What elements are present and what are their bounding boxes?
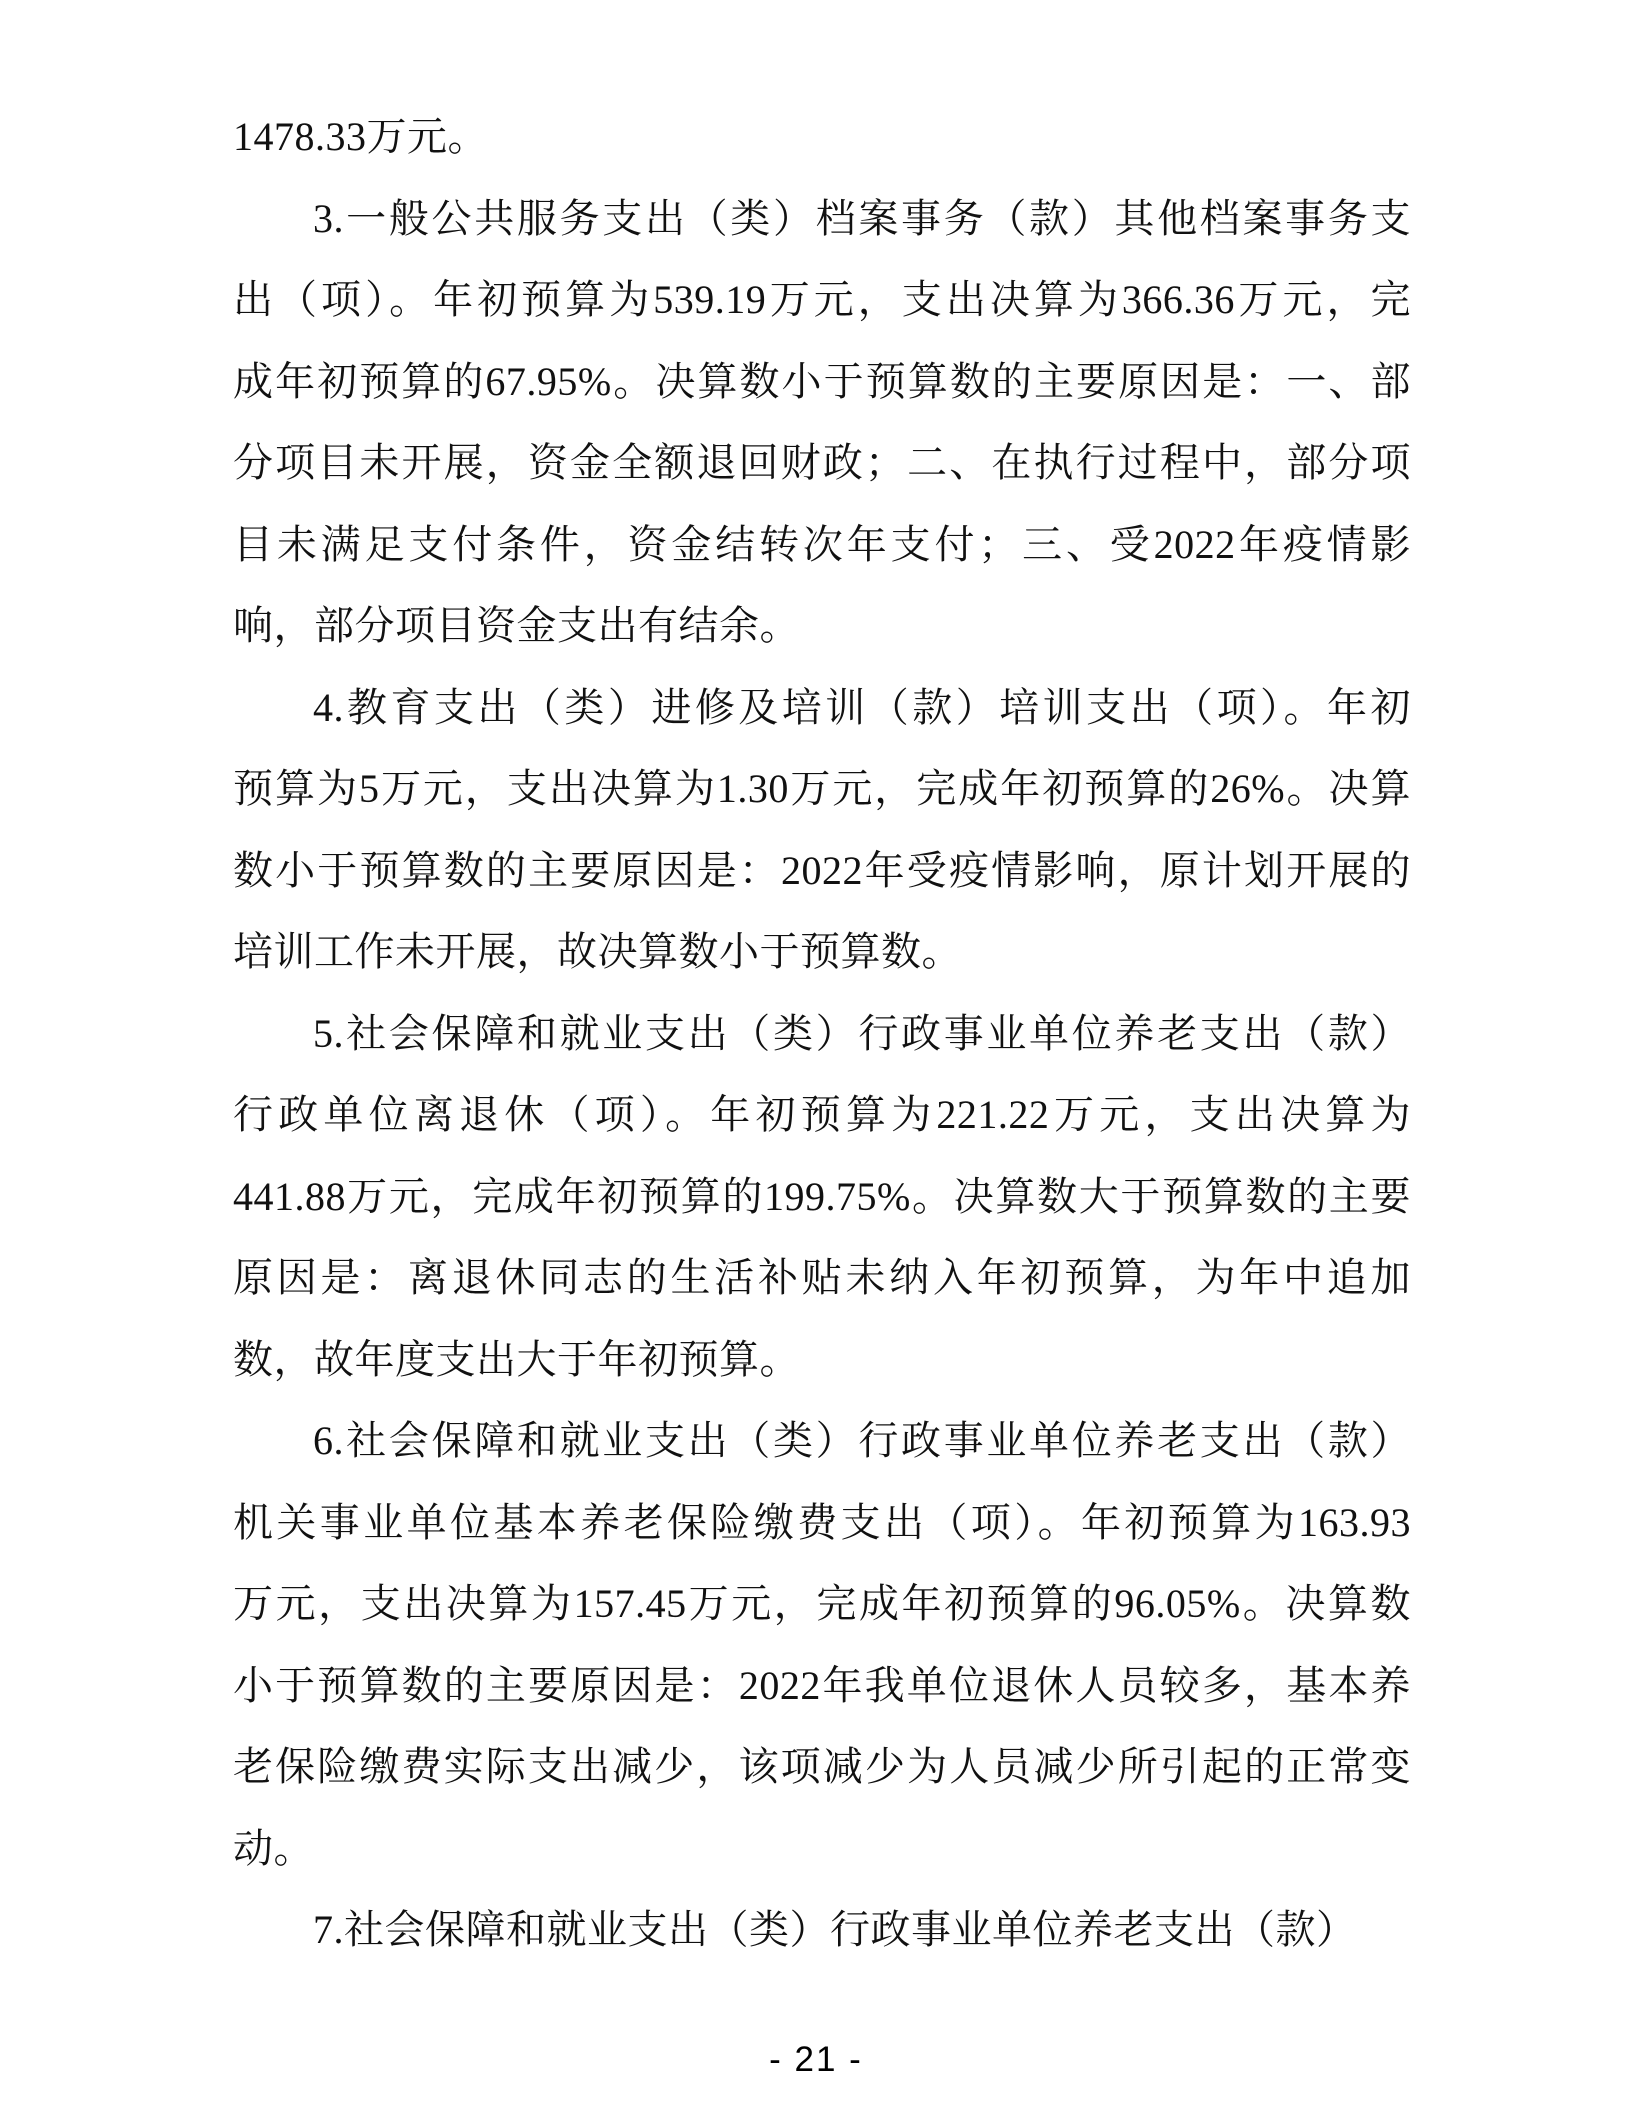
text-line: 成年初预算的67.95%。决算数小于预算数的主要原因是：一、部 <box>233 358 1411 404</box>
text-line: 动。 <box>233 1825 314 1871</box>
text-line: 分项目未开展，资金全额退回财政；二、在执行过程中，部分项 <box>233 440 1411 485</box>
text-line: 目未满足支付条件，资金结转次年支付；三、受2022年疫情影 <box>233 521 1411 567</box>
text-line: 数小于预算数的主要原因是：2022年受疫情影响，原计划开展的 <box>233 847 1411 893</box>
text-line: 老保险缴费实际支出减少，该项减少为人员减少所引起的正常变 <box>233 1744 1411 1789</box>
text-line: 数，故年度支出大于年初预算。 <box>233 1336 800 1382</box>
text-line: 5.社会保障和就业支出（类）行政事业单位养老支出（款） <box>313 1010 1411 1056</box>
text-line: 小于预算数的主要原因是：2022年我单位退休人员较多，基本养 <box>233 1662 1411 1708</box>
text-line: 出（项）。年初预算为539.19万元，支出决算为366.36万元，完 <box>233 277 1411 322</box>
document-body-text <box>233 96 1411 1971</box>
text-line: 7.社会保障和就业支出（类）行政事业单位养老支出（款） <box>313 1907 1357 1952</box>
paragraph-item-6 <box>233 1400 1411 1889</box>
text-line: 预算为5万元，支出决算为1.30万元，完成年初预算的26%。决算 <box>233 766 1411 811</box>
text-line: 万元，支出决算为157.45万元，完成年初预算的96.05%。决算数 <box>233 1581 1411 1626</box>
paragraph-item-3 <box>233 178 1411 667</box>
paragraph-item-5 <box>233 993 1411 1401</box>
paragraph-item-4 <box>233 667 1411 993</box>
text-line: 1478.33万元。 <box>233 114 488 159</box>
text-line: 机关事业单位基本养老保险缴费支出（项）。年初预算为163.93 <box>233 1499 1411 1545</box>
text-line: 3.一般公共服务支出（类）档案事务（款）其他档案事务支 <box>313 195 1411 241</box>
text-line: 培训工作未开展，故决算数小于预算数。 <box>233 929 962 974</box>
paragraph-continuation <box>233 96 1411 178</box>
text-line: 响，部分项目资金支出有结余。 <box>233 603 800 648</box>
text-line: 6.社会保障和就业支出（类）行政事业单位养老支出（款） <box>313 1418 1411 1463</box>
page-number: - 21 - <box>769 2040 863 2079</box>
text-line: 4.教育支出（类）进修及培训（款）培训支出（项）。年初 <box>313 684 1411 730</box>
text-line: 原因是：离退休同志的生活补贴未纳入年初预算，为年中追加 <box>233 1255 1411 1300</box>
paragraph-item-7 <box>233 1889 1411 1971</box>
text-line: 441.88万元，完成年初预算的199.75%。决算数大于预算数的主要 <box>233 1173 1411 1219</box>
text-line: 行政单位离退休（项）。年初预算为221.22万元，支出决算为 <box>233 1092 1411 1137</box>
